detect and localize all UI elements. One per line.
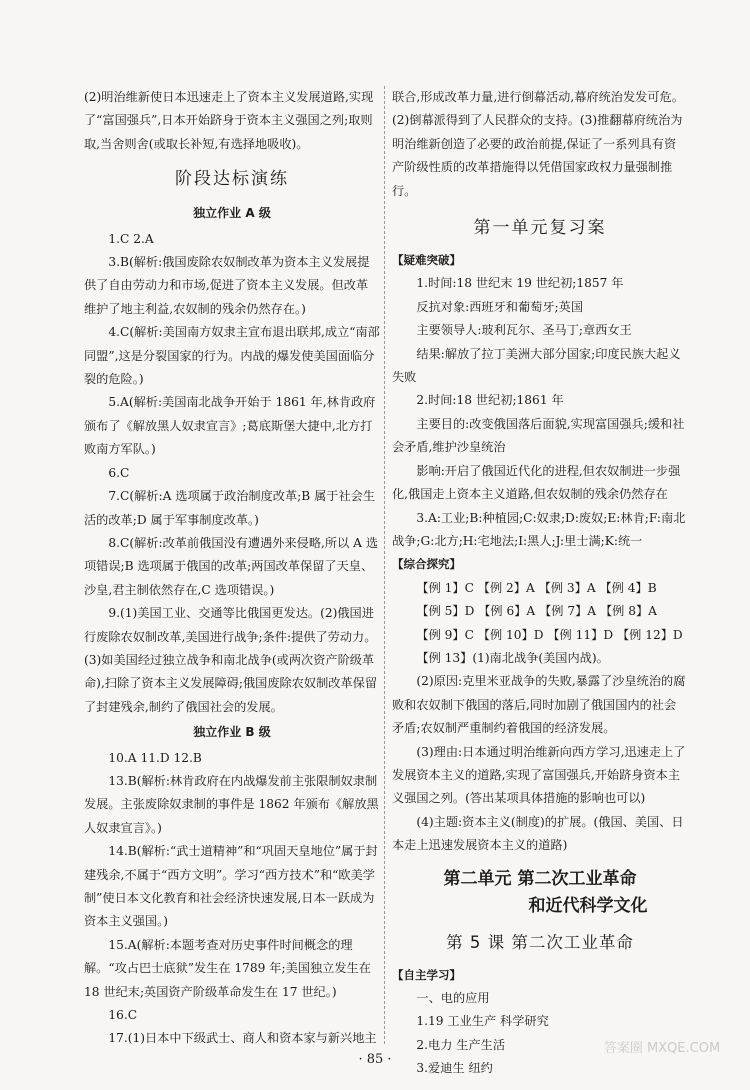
unit2-title-line1: 第二单元 第二次工业革命 [443, 868, 637, 889]
review-item: 反抗对象:西班牙和葡萄牙;英国 [416, 299, 584, 314]
review-item: 2.时间:18 世纪初;1861 年 [416, 393, 564, 408]
answer-item: 5.A(解析:美国南北战争开始于 1861 年,林肯政府颁布了《解放黑人奴隶宣言》;葛底斯堡大捷中,北方打败南方军队。) [84, 395, 376, 457]
lesson-title: 第 5 课 第二次工业革命 [446, 932, 634, 952]
unit2-title-line2: 和近代科学文化 [528, 895, 648, 916]
self-study-tag: 【自主学习】 [392, 967, 461, 982]
answer-item: 15.A(解析:本题考查对历史事件时间概念的理解。“攻占巴士底狱”发生在 1789 年;美国独立发生在 18 世纪末;英国资产阶级革命发生在 17 世纪。) [84, 937, 371, 999]
review-item: 影响:开启了俄国近代化的进程,但农奴制进一步强化,俄国走上资本主义道路,但农奴制的残余仍然存在 [392, 463, 681, 502]
section-a-heading: 独立作业 A 级 [193, 206, 271, 221]
review-item: 1.时间:18 世纪末 19 世纪初;1857 年 [416, 276, 624, 291]
answer-item: 9.(1)美国工业、交通等比俄国更发达。(2)俄国进行废除农奴制改革,美国进行战争;条件:提供了劳动力。(3)如美国经过独立战争和南北战争(或两次资产阶级革命),扫除了资本主义发展障碍;俄国废除农奴制改革保留了封建残余,制约了俄国社会的发展。 [84, 606, 378, 714]
answer-item: 16.C [108, 1008, 138, 1023]
unit2-title [392, 866, 688, 920]
example-row: 【例 13】(1)南北战争(美国内战)。 [416, 650, 609, 665]
watermark: 答案圈 MXQE.COM [603, 1041, 721, 1056]
unit-review-title: 第一单元复习案 [473, 218, 607, 239]
answer-item: 6.C [108, 465, 130, 480]
self-study-item: 一、电的应用 [416, 991, 490, 1005]
left-column [84, 86, 380, 1051]
review-item: 3.A:工业;B:种植园;C:奴隶;D:废奴;E:林肯;F:南北战争;G:北方;H:宅地法;I:黑人;J:里士满;K:统一 [392, 510, 686, 548]
answer-item: 8.C(解析:改革前俄国没有遭遇外来侵略,所以 A 选项错误;B 选项属于俄国的改革;两国改革保留了天皇、沙皇,君主制依然存在,C 选项错误。) [84, 535, 379, 597]
answer-item: 10.A 11.D 12.B [108, 750, 202, 765]
stage-title: 阶段达标演练 [175, 169, 289, 190]
answer-item: 17.(1)日本中下级武士、商人和资本家与新兴地主 [108, 1031, 377, 1046]
review-item: 结果:解放了拉丁美洲大部分国家;印度民族大起义失败 [392, 346, 681, 385]
column-divider [384, 86, 385, 1044]
answer-item: 1.C 2.A [108, 231, 154, 246]
example-row: 【例 1】C 【例 2】A 【例 3】A 【例 4】B [416, 580, 657, 595]
explore-item: (4)主题:资本主义(制度)的扩展。(俄国、美国、日本走上迅速发展资本主义的道路) [392, 814, 684, 853]
self-study-item: 1.19 工业生产 科学研究 [416, 1014, 549, 1029]
explore-tag: 【综合探究】 [392, 557, 461, 572]
page-number: · 85 · [358, 1052, 392, 1067]
self-study-item: 2.电力 生产生活 [416, 1037, 506, 1052]
answer-item: 3.B(解析:俄国废除农奴制改革为资本主义发展提供了自由劳动力和市场,促进了资本主义发展。但改革维护了地主利益,农奴制的残余仍然存在。) [84, 255, 370, 316]
example-row: 【例 9】C 【例 10】D 【例 11】D 【例 12】D [416, 627, 683, 642]
example-row: 【例 5】D 【例 6】A 【例 7】A 【例 8】A [416, 604, 657, 619]
section-b-heading: 独立作业 B 级 [193, 725, 271, 740]
review-item: 主要目的:改变俄国落后面貌,实现富国强兵;缓和社会矛盾,维护沙皇统治 [392, 416, 685, 455]
answer-item: 4.C(解析:美国南方奴隶主宣布退出联邦,成立“南部同盟”,这是分裂国家的行为。内战的爆发使美国面临分裂的危险。) [84, 325, 380, 387]
answer-item: 7.C(解析:A 选项属于政治制度改革;B 属于社会生活的改革;D 属于军事制度改革。) [84, 489, 376, 527]
answer-item: 14.B(解析:“武士道精神”和“巩固天皇地位”属于封建残余,不属于“西方文明”。学习“西方技术”和“欧美学制”使日本文化教育和社会经济快速发展,日本一跃成为资本主义强国。) [84, 844, 378, 929]
continuation-paragraph: 联合,形成改革力量,进行倒幕活动,幕府统治发发可危。(2)倒幕派得到了人民群众的支持。(3)推翻幕府统治为明治维新创造了必要的政治前提,保证了一系列具有资产阶级性质的改革措施得以凭借国家政权力量强制推行。 [392, 90, 684, 198]
review-item: 主要领导人:玻利瓦尔、圣马丁;章西女王 [416, 323, 632, 338]
doubt-tag: 【疑难突破】 [392, 253, 461, 268]
intro-paragraph: (2)明治维新使日本迅速走上了资本主义发展道路,实现了“富国强兵”,日本开始跻身于资本主义强国之列;取则取,当舍则舍(或取长补短,有选择地吸收)。 [84, 90, 374, 151]
answer-item: 13.B(解析:林肯政府在内战爆发前主张限制奴隶制发展。主张废除奴隶制的事件是 1862 年颁布《解放黑人奴隶宣言》。) [84, 773, 379, 835]
right-column [392, 86, 688, 1081]
explore-item: (3)理由:日本通过明治维新向西方学习,迅速走上了发展资本主义的道路,实现了富国强兵,开始跻身资本主义强国之列。(答出某项具体措施的影响也可以) [392, 744, 686, 806]
explore-item: (2)原因:克里米亚战争的失败,暴露了沙皇统治的腐败和农奴制下俄国的落后,同时加剧了俄国国内的社会矛盾;农奴制严重制约着俄国的经济发展。 [392, 674, 686, 736]
self-study-item: 3.爱迪生 纽约 [416, 1061, 493, 1076]
